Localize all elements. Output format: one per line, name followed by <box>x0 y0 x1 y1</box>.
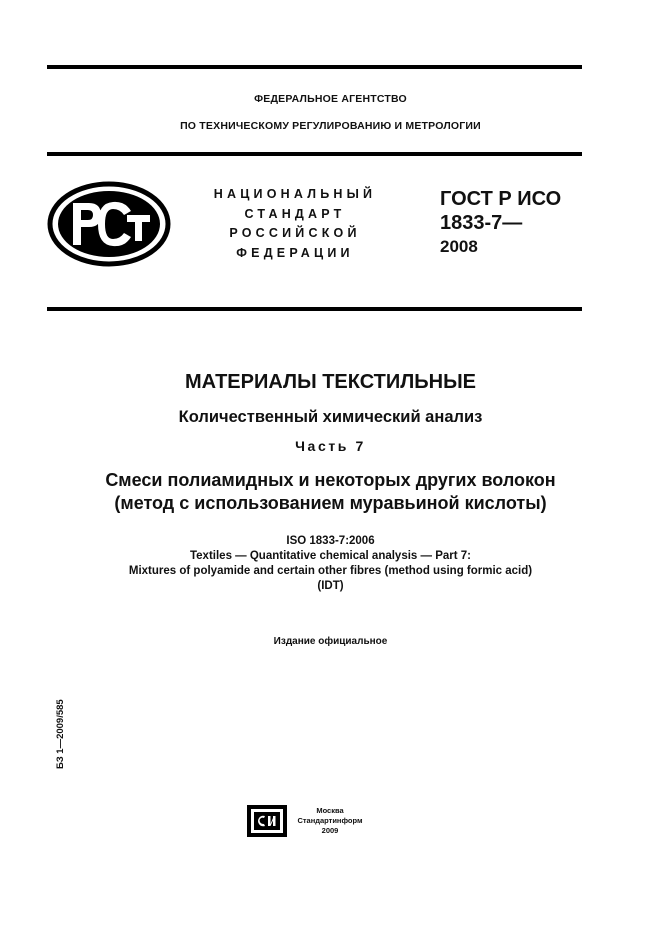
part-title <box>0 469 661 515</box>
iso-reference <box>0 534 661 594</box>
national-line-2: СТАНДАРТ <box>244 206 346 221</box>
publisher-name: Стандартинформ <box>297 816 363 825</box>
gost-designation <box>440 187 590 259</box>
gost-line-3: 2008 <box>440 237 478 256</box>
side-code: БЗ 1—2009/585 <box>55 699 66 769</box>
standard-bottom-rule <box>47 307 582 311</box>
iso-line-4: (IDT) <box>317 580 344 592</box>
national-line-3: РОССИЙСКОЙ <box>229 226 361 240</box>
si-logo-icon <box>247 805 287 837</box>
subtitle: Количественный химический анализ <box>178 408 483 426</box>
rst-logo-icon <box>47 181 171 267</box>
agency-line-1: ФЕДЕРАЛЬНОЕ АГЕНТСТВО <box>254 93 407 105</box>
edition-label: Издание официальное <box>273 636 388 647</box>
publisher-year: 2009 <box>321 826 339 835</box>
gost-line-2: 1833-7— <box>440 212 523 234</box>
top-rule <box>47 65 582 69</box>
national-line-4: ФЕДЕРАЦИИ <box>236 245 354 260</box>
main-title: МАТЕРИАЛЫ ТЕКСТИЛЬНЫЕ <box>184 371 477 393</box>
national-line-1: НАЦИОНАЛЬНЫЙ <box>213 187 377 201</box>
part-number: Часть 7 <box>295 438 366 454</box>
iso-line-1: ISO 1833-7:2006 <box>286 535 375 547</box>
part-title-line-2: (метод с использованием муравьиной кислоты) <box>114 493 547 513</box>
publisher-city: Москва <box>316 806 344 815</box>
part-title-line-1: Смеси полиамидных и некоторых других волокон <box>105 470 556 490</box>
publisher-info <box>290 806 370 836</box>
iso-line-3: Mixtures of polyamide and certain other fibres (method using formic acid) <box>128 565 533 577</box>
gost-line-1: ГОСТ Р ИСО <box>440 188 562 210</box>
agency-bottom-rule <box>47 152 582 156</box>
national-standard-label <box>200 185 390 263</box>
iso-line-2: Textiles — Quantitative chemical analysis — Part 7: <box>189 550 471 562</box>
agency-line-2: ПО ТЕХНИЧЕСКОМУ РЕГУЛИРОВАНИЮ И МЕТРОЛОГИИ <box>180 120 481 132</box>
